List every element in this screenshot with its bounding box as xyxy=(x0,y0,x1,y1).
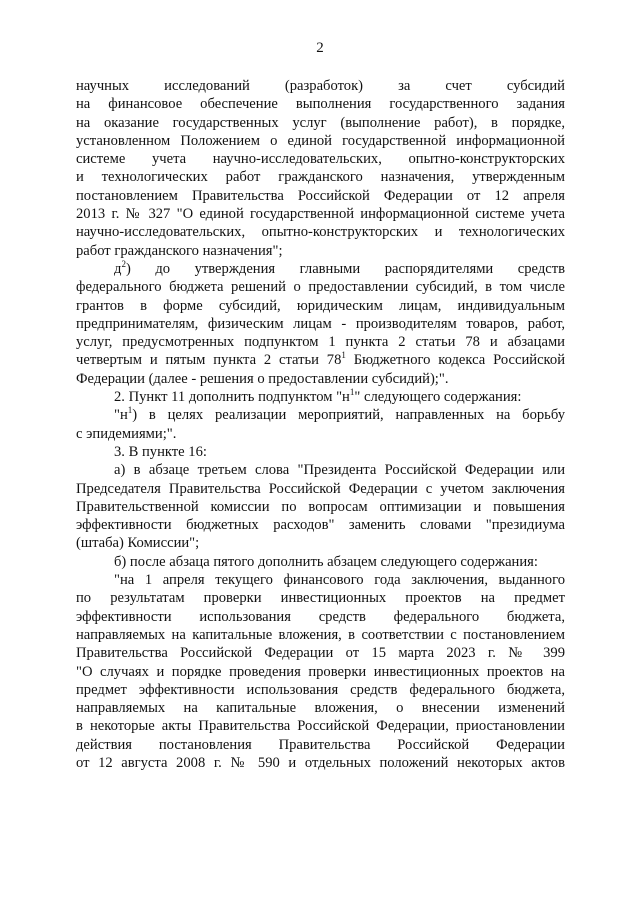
text-line xyxy=(76,534,565,552)
text-line xyxy=(76,699,565,717)
text-line-content: услуг, предусмотренных подпунктом 1 пункта 2 статьи 78 и абзацами xyxy=(76,334,565,351)
text-line xyxy=(76,388,565,406)
superscript: 1 xyxy=(349,387,355,398)
text-line-content: действия постановления Правительства Российской Федерации xyxy=(76,736,565,753)
text-line-content: федерального бюджета решений о предоставлении субсидий, в том числе xyxy=(76,279,565,296)
text-line xyxy=(76,443,565,461)
text-line-content: Правительства Российской Федерации от 15 марта 2023 г. № 399 xyxy=(76,645,565,662)
text-line-content: а) в абзаце третьем слова "Президента Российской Федерации или xyxy=(114,462,565,479)
text-line-content: системе учета научно-исследовательских, опытно-конструкторских xyxy=(76,151,565,168)
text-line xyxy=(76,278,565,296)
text-line-content: научных исследований (разработок) за счет субсидий xyxy=(76,78,565,94)
text-line xyxy=(76,205,565,223)
text-line xyxy=(76,370,565,388)
superscript: 1 xyxy=(127,405,133,416)
text-line xyxy=(76,132,565,150)
text-line xyxy=(76,516,565,534)
text-line xyxy=(76,242,565,260)
text-line xyxy=(76,351,565,369)
text-line-content: (штаба) Комиссии"; xyxy=(76,535,200,552)
text-line-continuation: Бюджетного кодекса Российской xyxy=(345,352,565,369)
text-line xyxy=(76,168,565,186)
text-line-content: Правительственной комиссии по вопросам оптимизации и повышения xyxy=(76,498,565,515)
text-line-content: в некоторые акты Правительства Российской Федерации, приостановлении xyxy=(76,718,565,735)
text-line-content: с эпидемиями;". xyxy=(76,425,177,442)
text-line-content: на оказание государственных услуг (выполнение работ), в порядке, xyxy=(76,114,565,131)
text-line-content: эффективности бюджетных расходов" заменить словами "президиума xyxy=(76,517,565,534)
text-line-content: 3. В пункте 16: xyxy=(114,443,207,460)
text-line-content: предпринимателям, физическим лицам - производителям товаров, работ, xyxy=(76,315,565,332)
text-line-content: направляемых на капитальные вложения, в соответствии с постановлением xyxy=(76,626,565,643)
text-line-content: направляемых на капитальные вложения, о внесении изменений xyxy=(76,700,565,717)
text-line-content: "О случаях и порядке проведения проверки инвестиционных проектов на xyxy=(76,663,565,680)
text-line xyxy=(76,461,565,479)
text-line xyxy=(76,260,565,278)
text-line xyxy=(76,406,565,424)
text-line-content: б) после абзаца пятого дополнить абзацем следующего содержания: xyxy=(114,553,538,570)
text-line xyxy=(76,717,565,735)
text-line xyxy=(76,571,565,589)
text-line-content: "на 1 апреля текущего финансового года заключения, выданного xyxy=(114,572,565,589)
text-line-content: грантов в форме субсидий, юридическим лицам, индивидуальным xyxy=(76,297,565,314)
text-line xyxy=(76,187,565,205)
text-line xyxy=(76,480,565,498)
text-line xyxy=(76,553,565,571)
text-line xyxy=(76,297,565,315)
text-line-content: и технологических работ гражданского назначения, утвержденным xyxy=(76,169,565,186)
text-line xyxy=(76,608,565,626)
text-line xyxy=(76,114,565,132)
text-line-content: д xyxy=(114,260,122,277)
text-line-content: от 12 августа 2008 г. № 590 и отдельных положений некоторых актов xyxy=(76,754,565,771)
text-line xyxy=(76,95,565,113)
text-line-content: на финансовое обеспечение выполнения государственного задания xyxy=(76,96,565,113)
text-line-content: 2. Пункт 11 дополнить подпунктом "н xyxy=(114,389,350,406)
text-line-content: работ гражданского назначения"; xyxy=(76,242,283,259)
text-line xyxy=(76,589,565,607)
text-line xyxy=(76,425,565,443)
text-line-content: постановлением Правительства Российской Федерации от 12 апреля xyxy=(76,187,565,204)
text-line-content: по результатам проверки инвестиционных проектов на предмет xyxy=(76,590,565,607)
text-line-content: эффективности использования средств федерального бюджета, xyxy=(76,608,565,625)
text-line xyxy=(76,754,565,772)
text-line xyxy=(76,736,565,754)
text-line xyxy=(76,681,565,699)
text-line xyxy=(76,663,565,681)
text-line xyxy=(76,498,565,516)
text-line-content: четвертым и пятым пункта 2 статьи 78 xyxy=(76,352,342,369)
text-line-content: Федерации (далее - решения о предоставлении субсидий);". xyxy=(76,370,449,387)
superscript: 1 xyxy=(341,350,346,361)
text-line xyxy=(76,223,565,241)
text-line-content: "н xyxy=(114,407,128,424)
text-line-content: 2013 г. № 327 "О единой государственной информационной системе учета xyxy=(76,206,565,223)
text-line-content: предмет эффективности использования средств федерального бюджета, xyxy=(76,681,565,698)
text-line xyxy=(76,77,565,95)
text-line-continuation: ) до утверждения главными распорядителями средств xyxy=(125,260,565,277)
text-line-content: установленном Положением о единой государственной информационной xyxy=(76,132,565,149)
text-line-continuation: " следующего содержания: xyxy=(354,389,522,406)
text-line-content: научно-исследовательских, опытно-конструкторских и технологических xyxy=(76,224,565,241)
text-line xyxy=(76,333,565,351)
text-line xyxy=(76,150,565,168)
text-line xyxy=(76,626,565,644)
superscript: 2 xyxy=(121,258,126,269)
text-line xyxy=(76,644,565,662)
text-line-continuation: ) в целях реализации мероприятий, направленных на борьбу xyxy=(132,407,565,424)
text-line xyxy=(76,315,565,333)
document-body xyxy=(76,77,565,772)
text-line-content: Председателя Правительства Российской Федерации с учетом заключения xyxy=(76,480,565,497)
page-number: 2 xyxy=(316,40,324,56)
